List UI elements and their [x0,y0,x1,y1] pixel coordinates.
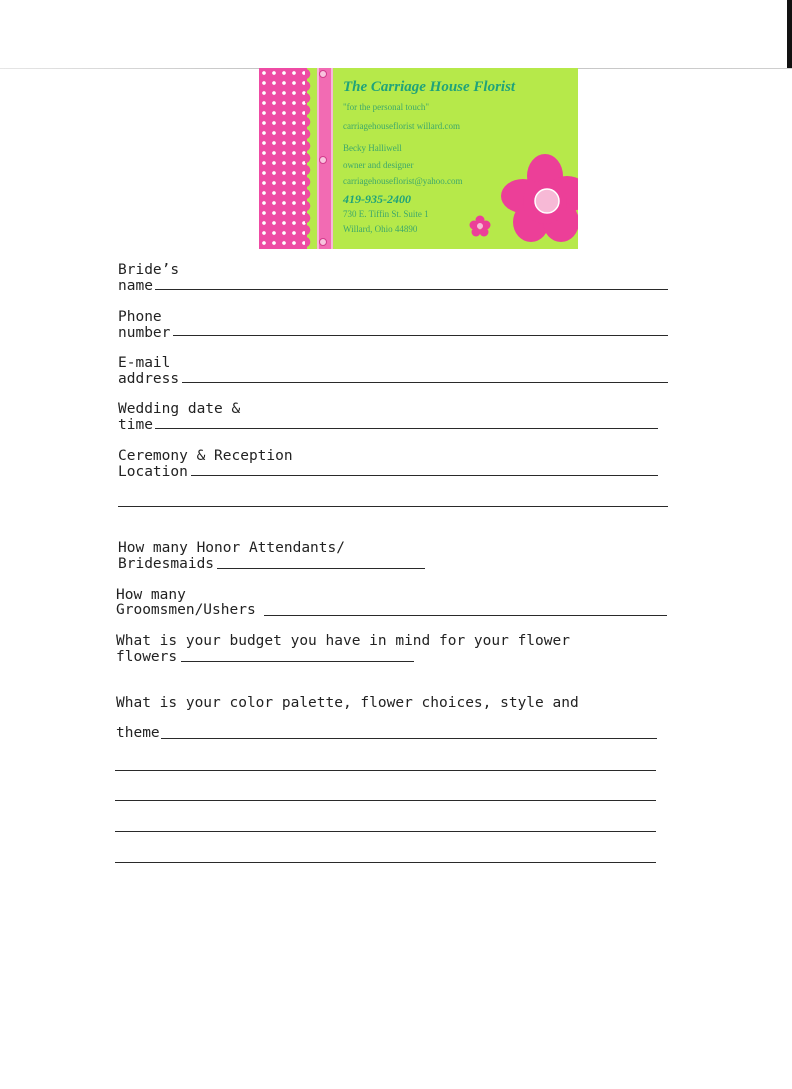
card-address-line2: Willard, Ohio 44890 [343,224,418,234]
card-owner-role: owner and designer [343,160,414,170]
location-label-line1: Ceremony & Reception [118,448,293,464]
location-extra-line[interactable] [118,506,668,507]
card-owner-name: Becky Halliwell [343,143,402,153]
palette-extra-line[interactable] [115,770,656,771]
budget-label-line1: What is your budget you have in mind for your flower [116,633,570,649]
palette-label-line1: What is your color palette, flower choices, style and [116,695,579,711]
groomsmen-field[interactable] [264,615,667,616]
card-website: carriagehouseflorist willard.com [343,121,460,131]
groomsmen-label-line1: How many [116,587,186,603]
palette-extra-line[interactable] [115,862,656,863]
pink-flower-icon [501,154,578,244]
location-label-line2: Location [118,464,188,480]
brides-name-field[interactable] [155,289,668,290]
email-label-line1: E-mail [118,355,171,371]
brides-name-label-line2: name [118,278,153,294]
scallop-edge [305,68,317,249]
rivet-icon [319,238,327,246]
business-card [259,68,578,249]
wedding-date-label-line1: Wedding date & [118,401,241,417]
honor-attendants-label-line2: Bridesmaids [118,556,215,572]
card-address-line1: 730 E. Tiffin St. Suite 1 [343,209,429,219]
card-phone: 419-935-2400 [343,192,411,206]
wedding-date-field[interactable] [155,428,658,429]
card-email: carriagehouseflorist@yahoo.com [343,176,463,186]
palette-field[interactable] [161,738,657,739]
honor-attendants-label-line1: How many Honor Attendants/ [118,540,345,556]
card-title: The Carriage House Florist [343,79,516,95]
bridesmaids-field[interactable] [217,568,425,569]
budget-field[interactable] [181,661,414,662]
polka-dot-band [259,68,307,249]
groomsmen-label-line2: Groomsmen/Ushers [116,602,256,618]
scan-shadow [787,0,792,68]
small-flower-icon [469,215,491,237]
brides-name-label-line1: Bride’s [118,262,180,278]
location-field[interactable] [191,475,658,476]
phone-number-field[interactable] [173,335,668,336]
rivet-icon [319,156,327,164]
email-address-field[interactable] [182,382,668,383]
budget-label-line2: flowers [116,649,178,665]
palette-extra-line[interactable] [115,800,656,801]
palette-extra-line[interactable] [115,831,656,832]
rivet-icon [319,70,327,78]
card-tagline: "for the personal touch" [343,102,430,112]
palette-label-line2: theme [116,725,160,741]
phone-label-line1: Phone [118,309,162,325]
phone-label-line2: number [118,325,171,341]
wedding-date-label-line2: time [118,417,153,433]
email-label-line2: address [118,371,180,387]
